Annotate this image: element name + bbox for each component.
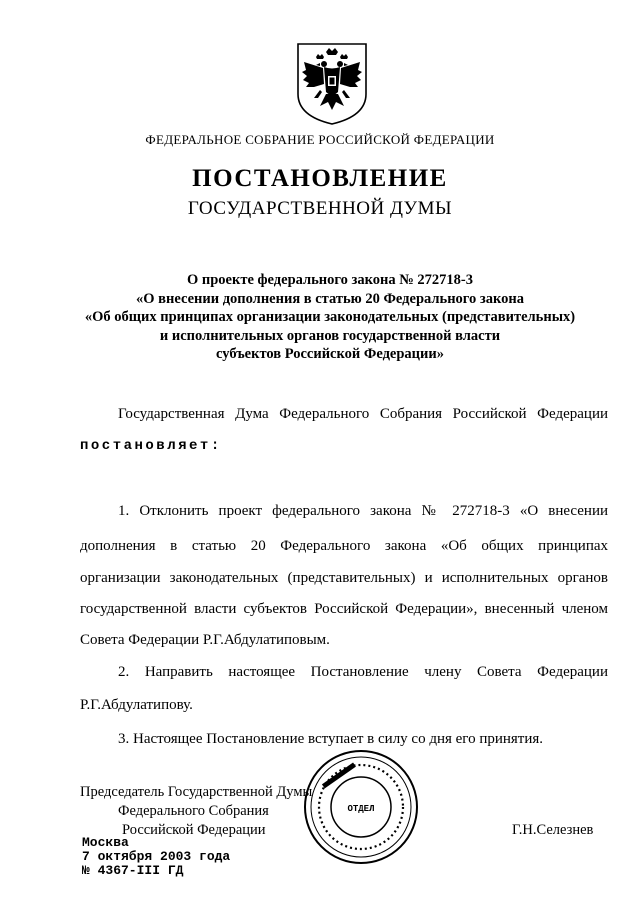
heading-line: и исполнительных органов государственной власти [159, 327, 501, 344]
signatory-position-line: Российской Федерации [122, 822, 266, 838]
document-subtitle: ГОСУДАРСТВЕННОЙ ДУМЫ [187, 198, 453, 219]
signatory-position-line: Председатель Государственной Думы [80, 784, 313, 800]
item-1-line: организации законодательных (представительных) и исполнительных органов [80, 570, 608, 586]
heading-line: «О внесении дополнения в статью 20 Федерального закона [136, 290, 524, 307]
document-number: № 4367-III ГД [82, 863, 184, 878]
stamp-center-label: ОТДЕЛ [347, 804, 375, 814]
item-1-line: дополнения в статью 20 Федерального закона «Об общих принципах [80, 538, 608, 554]
item-1-line: 1. Отклонить проект федерального закона № 272718-3 «О внесении [118, 503, 608, 519]
item-1-line: государственной власти субъектов Российской Федерации», внесенный членом [80, 601, 608, 617]
resolution-heading [80, 271, 580, 364]
item-1-line: Совета Федерации Р.Г.Абдулатиповым. [80, 632, 330, 648]
item-3-text: 3. Настоящее Постановление вступает в силу со дня его принятия. [118, 731, 544, 747]
item-2-line: Р.Г.Абдулатипову. [80, 697, 193, 713]
document-title: ПОСТАНОВЛЕНИЕ [192, 165, 448, 192]
signatory-name: Г.Н.Селезнев [512, 822, 594, 838]
heading-line: «Об общих принципах организации законодательных (представительных) [84, 309, 576, 325]
item-2-line: 2. Направить настоящее Постановление члену Совета Федерации [118, 664, 608, 680]
parliament-name: ФЕДЕРАЛЬНОЕ СОБРАНИЕ РОССИЙСКОЙ ФЕДЕРАЦИИ [145, 132, 495, 147]
emblem-icon [290, 40, 374, 126]
preamble-text: Государственная Дума Федерального Собрания Российской Федерации [118, 406, 608, 422]
resolves-text: постановляет: [80, 438, 222, 454]
stamp-icon [302, 748, 420, 866]
signatory-position-line: Федерального Собрания [118, 803, 269, 819]
heading-line: субъектов Российской Федерации» [216, 346, 444, 362]
place-date: 7 октября 2003 года [82, 849, 231, 864]
heading-line: О проекте федерального закона № 272718-3 [186, 272, 474, 288]
place-city: Москва [82, 835, 129, 850]
